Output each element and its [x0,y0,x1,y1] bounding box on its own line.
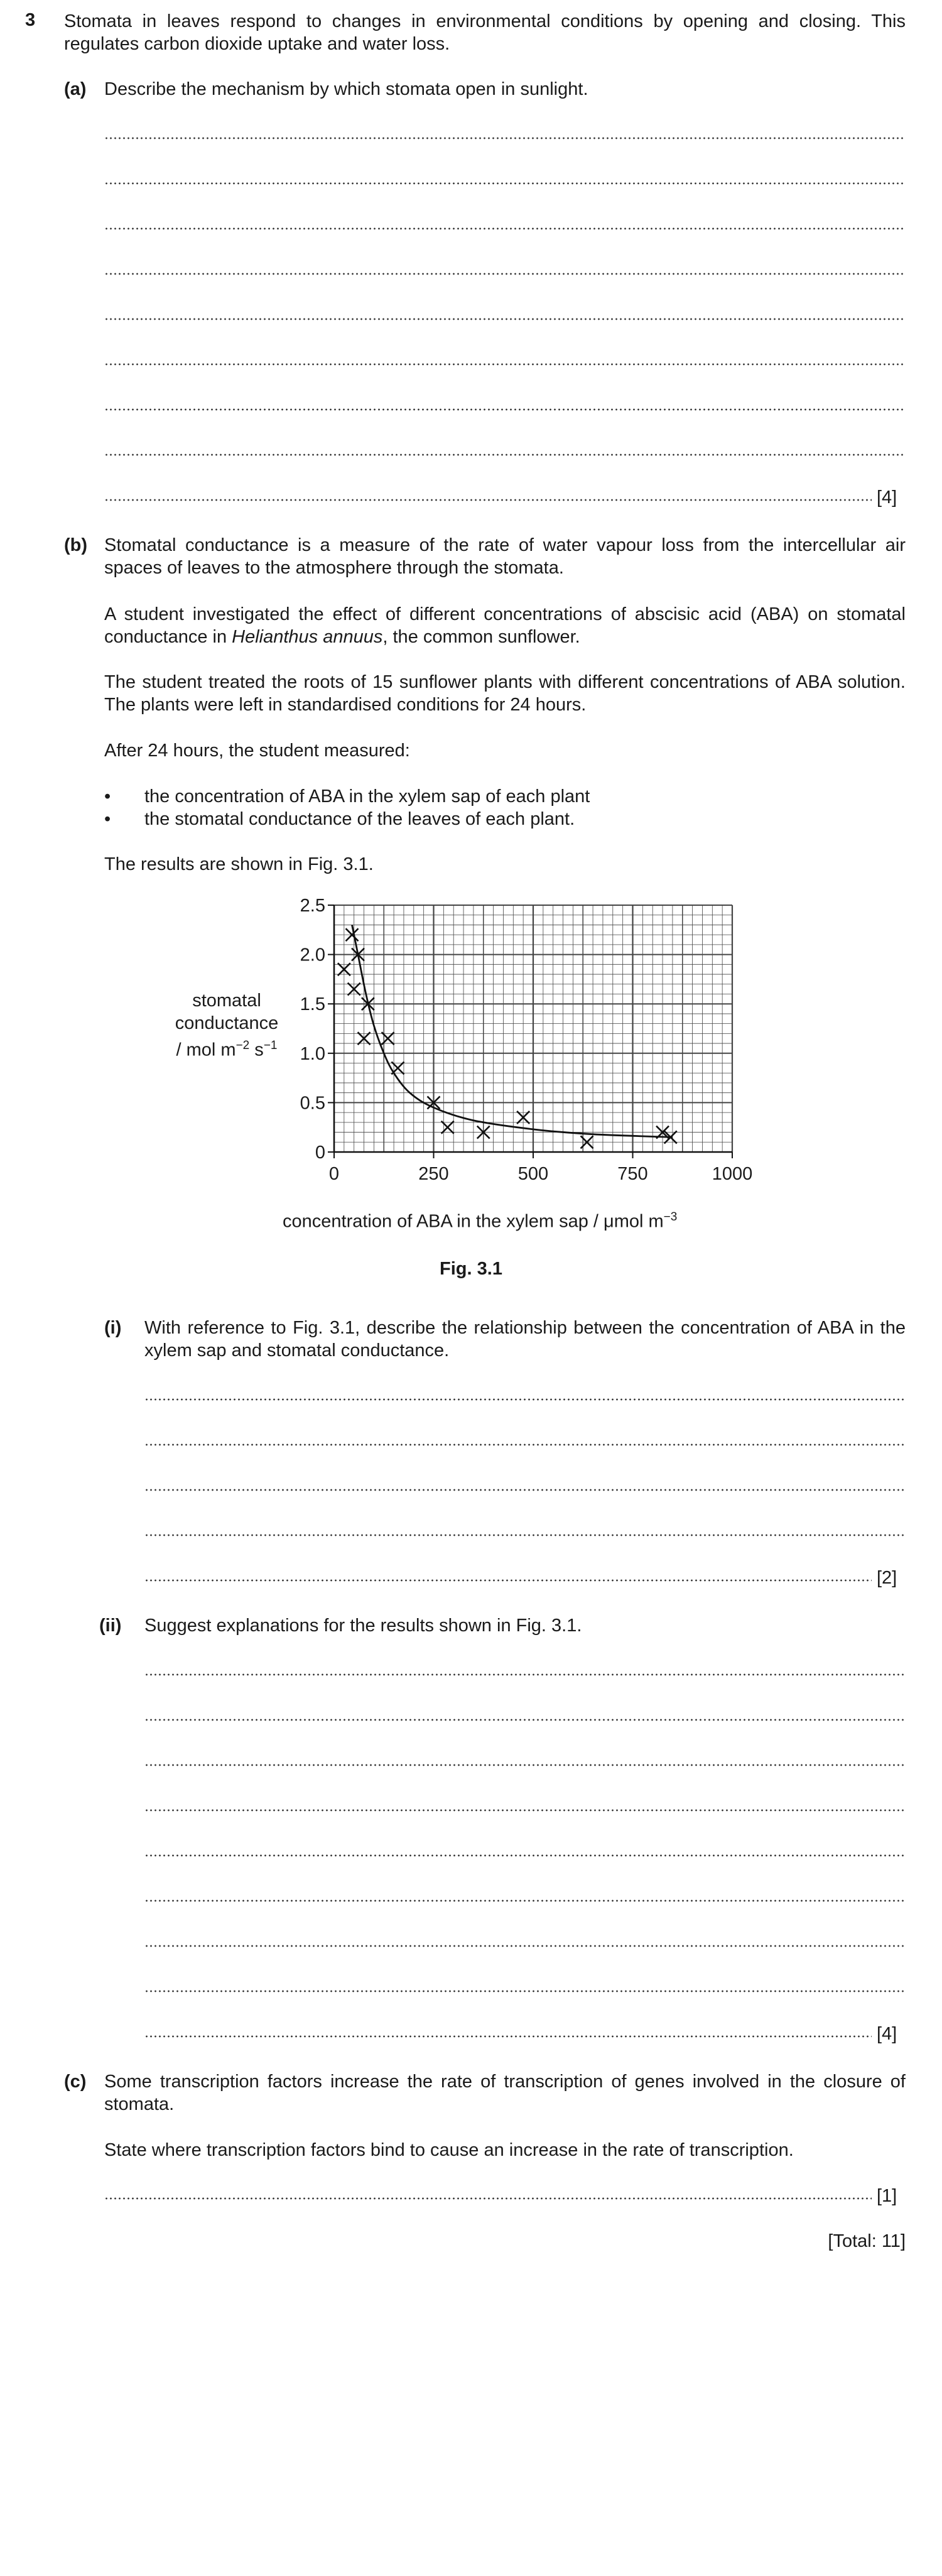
part-b-p2-text-end: , the common sunflower. [382,627,580,647]
bullet-item: the stomatal conductance of the leaves of each plant. [144,809,575,829]
answer-line[interactable] [144,1899,906,1902]
bullet-icon: • [104,809,111,829]
y-tick-label: 0.5 [300,1093,325,1114]
sub-ii-label: (ii) [99,1616,122,1636]
y-axis-unit [148,1035,305,1062]
figure-caption: Fig. 3.1 [440,1259,502,1279]
answer-line[interactable] [144,1673,906,1676]
chart-points [338,928,677,1148]
y-tick-label: 0 [315,1143,325,1163]
y-unit-mid: s [249,1040,264,1060]
answer-line[interactable] [144,1719,906,1721]
y-axis-label-line: stomatal [192,991,261,1011]
species-name: Helianthus annuus [232,627,383,647]
chart-curve [352,925,673,1137]
y-tick-label: 2.5 [300,896,325,916]
part-a-text: Describe the mechanism by which stomata open in sunlight. [104,79,588,99]
part-c-paragraph-2: State where transcription factors bind to cause an increase in the rate of transcription. [104,2140,794,2160]
mark-allocation: [1] [877,2186,897,2206]
x-unit-exp: −3 [663,1210,678,1224]
part-b-paragraph-3: The student treated the roots of 15 sunflower plants with different concentrations of ABA solution. The plants were left in standardised conditions for 24 hours. [104,672,906,715]
y-unit-exp2: −1 [263,1039,278,1052]
answer-line[interactable] [144,1534,906,1536]
mark-allocation: [4] [877,2024,897,2044]
data-point-cross [391,1062,404,1074]
x-axis-label [283,1206,678,1233]
part-b-p2-text: A student investigated the effect of different concentrations of abscisic acid (ABA) on stomatal conductance in [104,604,906,647]
x-tick-label: 250 [418,1164,449,1184]
bullet-item: the concentration of ABA in the xylem sap of each plant [144,786,590,807]
answer-line[interactable] [144,1443,906,1446]
x-tick-label: 750 [617,1164,648,1184]
chart-axes [328,905,732,1158]
trend-curve [352,925,673,1137]
total-marks: [Total: 11] [828,2231,906,2251]
y-axis-label [148,989,305,1062]
answer-line[interactable] [104,2197,872,2200]
y-tick-label: 1.0 [300,1043,325,1064]
part-b-label: (b) [64,535,88,555]
answer-line[interactable] [144,1809,906,1812]
x-tick-label: 0 [328,1164,340,1184]
answer-line[interactable] [144,1579,872,1582]
y-tick-label: 2.0 [300,945,325,965]
sub-i-label: (i) [104,1318,122,1338]
x-tick-label: 500 [517,1164,549,1184]
part-a-label: (a) [64,79,87,99]
sub-i-text: With reference to Fig. 3.1, describe the relationship between the concentration of ABA in the xylem sap and stomatal conductance. [144,1318,906,1361]
chart-grid [334,905,732,1152]
part-b-paragraph-1: Stomatal conductance is a measure of the rate of water vapour loss from the intercellular air spaces of leaves to the atmosphere through the stomata. [104,535,906,578]
part-b-paragraph-4: After 24 hours, the student measured: [104,741,410,761]
mark-allocation: [2] [877,1568,897,1588]
mark-allocation: [4] [877,487,897,508]
chart-labels [300,896,753,1184]
answer-line[interactable] [144,1489,906,1491]
bullet-icon: • [104,786,111,807]
answer-line[interactable] [144,1945,906,1947]
answer-line[interactable] [144,1990,906,1992]
question-number: 3 [25,10,36,30]
question-intro: Stomata in leaves respond to changes in environmental conditions by opening and closing. This regulates carbon dioxide uptake and water loss. [64,11,906,54]
y-tick-label: 1.5 [300,994,325,1015]
y-unit-exp1: −2 [236,1039,250,1052]
x-unit-base: concentration of ABA in the xylem sap / μmol m [283,1211,664,1232]
answer-line[interactable] [144,1398,906,1401]
answer-line[interactable] [144,2035,872,2038]
part-c-label: (c) [64,2072,87,2092]
y-axis-label-line: conductance [175,1013,279,1033]
y-unit-base: / mol m [176,1040,236,1060]
answer-line[interactable] [144,1854,906,1857]
sub-ii-text: Suggest explanations for the results shown in Fig. 3.1. [144,1616,582,1636]
part-b-paragraph-5: The results are shown in Fig. 3.1. [104,854,374,874]
data-point-cross [441,1121,454,1134]
answer-line[interactable] [144,1764,906,1766]
x-tick-label: 1000 [712,1164,753,1184]
part-c-paragraph-1: Some transcription factors increase the rate of transcription of genes involved in the closure of stomata. [104,2072,906,2114]
